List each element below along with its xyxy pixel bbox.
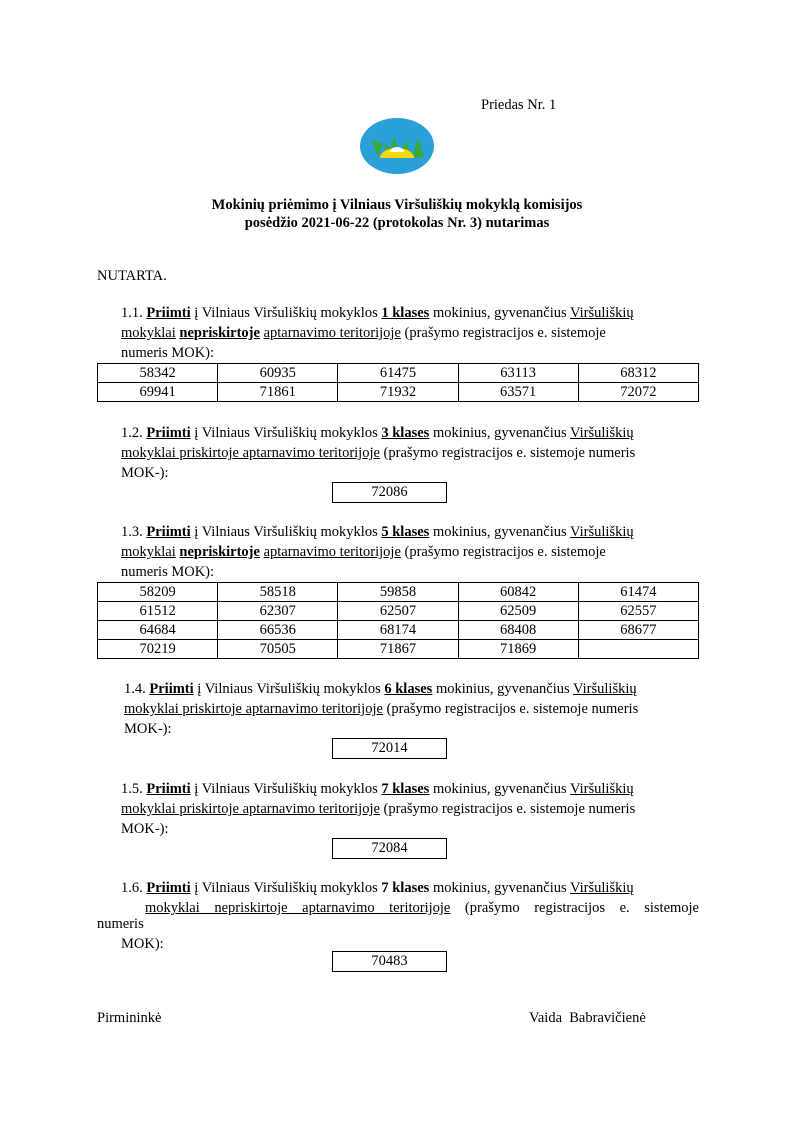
grade-text: 3 klases <box>381 425 430 441</box>
area-text-2: mokyklai nepriskirtoje aptarnavimo teritorijoje <box>145 900 451 916</box>
section-number: 1.6. <box>121 880 143 896</box>
section-1-3 <box>121 522 699 582</box>
table-cell: 62507 <box>338 602 458 621</box>
tail-text: (prašymo registracijos e. sistemoje numeris <box>383 445 636 461</box>
prep-text: į Vilniaus Viršuliškių mokyklos <box>194 880 378 896</box>
table-cell: 58518 <box>218 583 338 602</box>
table-cell: 60842 <box>458 583 578 602</box>
section-1-1 <box>121 303 699 363</box>
section-1-5 <box>121 779 699 839</box>
prep-text: į Vilniaus Viršuliškių mokyklos <box>194 425 378 441</box>
school-logo <box>360 118 434 174</box>
section-1-4 <box>124 679 702 739</box>
area-text-2: mokyklai priskirtoje aptarnavimo teritorijoje <box>121 801 380 817</box>
table-cell: 63571 <box>458 383 578 402</box>
signature-role: Pirmininkė <box>97 1010 162 1026</box>
table-cell: 64684 <box>98 621 218 640</box>
table-cell: 62509 <box>458 602 578 621</box>
table-row <box>98 640 699 659</box>
grade-text: 6 klases <box>384 681 433 697</box>
numbers-table-1-3 <box>97 582 699 659</box>
table-cell: 71932 <box>338 383 458 402</box>
table-cell: 68408 <box>458 621 578 640</box>
admit-word: Priimti <box>146 781 191 797</box>
area-text-2: mokyklai priskirtoje aptarnavimo teritorijoje <box>124 701 383 717</box>
table-cell: 61475 <box>338 364 458 383</box>
section-number: 1.3. <box>121 524 143 540</box>
section-1-2 <box>121 423 699 483</box>
area-text-2: mokyklai priskirtoje aptarnavimo teritorijoje <box>121 445 380 461</box>
tail-text: (prašymo registracijos e. sistemoje <box>404 325 606 341</box>
table-cell: 68312 <box>578 364 698 383</box>
section-1-6-line-4: MOK): <box>121 936 164 952</box>
area-text: Viršuliškių <box>570 425 634 441</box>
section-number: 1.4. <box>124 681 146 697</box>
signature-name: Vaida Babravičienė <box>529 1010 646 1026</box>
section-1-6-line-3: numeris <box>97 916 144 932</box>
section-number: 1.2. <box>121 425 143 441</box>
table-cell: 61512 <box>98 602 218 621</box>
table-cell: 69941 <box>98 383 218 402</box>
number-box-1-2: 72086 <box>332 482 447 503</box>
table-cell: 70505 <box>218 640 338 659</box>
area-text: Viršuliškių <box>570 524 634 540</box>
table-cell: 61474 <box>578 583 698 602</box>
area-text: Viršuliškių <box>573 681 637 697</box>
table-cell: 58209 <box>98 583 218 602</box>
table-row <box>98 383 699 402</box>
table-cell: 63113 <box>458 364 578 383</box>
table-cell: 59858 <box>338 583 458 602</box>
tail-text: (prašymo registracijos e. sistemoje <box>404 544 606 560</box>
numbers-table-1-1 <box>97 363 699 402</box>
number-box-1-4: 72014 <box>332 738 447 759</box>
students-text: mokinius, gyvenančius <box>432 880 567 896</box>
document-title <box>0 196 794 232</box>
number-box-1-5: 72084 <box>332 838 447 859</box>
decided-label: NUTARTA. <box>97 268 167 284</box>
assign-text: nepriskirtoje <box>179 325 260 341</box>
admit-word: Priimti <box>146 305 191 321</box>
table-cell: 68174 <box>338 621 458 640</box>
table-cell: 62307 <box>218 602 338 621</box>
grade-text: 1 klases <box>381 305 430 321</box>
table-row <box>98 364 699 383</box>
prep-text: į Vilniaus Viršuliškių mokyklos <box>194 781 378 797</box>
grade-text: 7 klases <box>381 781 430 797</box>
area-text: Viršuliškių <box>570 880 634 896</box>
section-1-6 <box>121 878 699 898</box>
number-box-1-6: 70483 <box>332 951 447 972</box>
tail-text: (prašymo registracijos e. sistemoje <box>464 900 699 916</box>
tail-text: (prašymo registracijos e. sistemoje numeris <box>383 801 636 817</box>
table-cell <box>578 640 698 659</box>
title-line-2: posėdžio 2021-06-22 (protokolas Nr. 3) nutarimas <box>244 215 550 231</box>
tail-text-2: MOK-): <box>124 721 172 737</box>
annex-label: Priedas Nr. 1 <box>481 97 557 113</box>
tail-text-2: MOK-): <box>121 821 169 837</box>
table-row <box>98 583 699 602</box>
grade-text: 7 klases <box>381 880 430 896</box>
table-cell: 71867 <box>338 640 458 659</box>
tail-text-2: numeris MOK): <box>121 564 215 580</box>
table-cell: 68677 <box>578 621 698 640</box>
students-text: mokinius, gyvenančius <box>432 425 567 441</box>
table-cell: 71869 <box>458 640 578 659</box>
prep-text: į Vilniaus Viršuliškių mokyklos <box>194 305 378 321</box>
table-cell: 62557 <box>578 602 698 621</box>
table-cell: 66536 <box>218 621 338 640</box>
prep-text: į Vilniaus Viršuliškių mokyklos <box>194 524 378 540</box>
section-1-6-line-2 <box>145 898 699 918</box>
table-row <box>98 621 699 640</box>
title-line-1: Mokinių priėmimo į Vilniaus Viršuliškių mokyklą komisijos <box>211 197 583 213</box>
students-text: mokinius, gyvenančius <box>432 524 567 540</box>
admit-word: Priimti <box>146 524 191 540</box>
prep-text: į Vilniaus Viršuliškių mokyklos <box>197 681 381 697</box>
assign-text: nepriskirtoje <box>179 544 260 560</box>
tail-text-2: MOK-): <box>121 465 169 481</box>
area-text: Viršuliškių <box>570 781 634 797</box>
table-cell: 71861 <box>218 383 338 402</box>
admit-word: Priimti <box>146 425 191 441</box>
area-text-2: mokyklai <box>121 544 176 560</box>
students-text: mokinius, gyvenančius <box>432 305 567 321</box>
area-text-2: mokyklai <box>121 325 176 341</box>
tail-text-2: numeris MOK): <box>121 345 215 361</box>
area-text: Viršuliškių <box>570 305 634 321</box>
table-cell: 60935 <box>218 364 338 383</box>
table-row <box>98 602 699 621</box>
admit-word: Priimti <box>149 681 194 697</box>
table-cell: 70219 <box>98 640 218 659</box>
students-text: mokinius, gyvenančius <box>435 681 570 697</box>
table-cell: 58342 <box>98 364 218 383</box>
admit-word: Priimti <box>146 880 191 896</box>
tail-text: (prašymo registracijos e. sistemoje numeris <box>386 701 639 717</box>
students-text: mokinius, gyvenančius <box>432 781 567 797</box>
area-text-3: aptarnavimo teritorijoje <box>263 544 401 560</box>
section-number: 1.1. <box>121 305 143 321</box>
grade-text: 5 klases <box>381 524 430 540</box>
section-number: 1.5. <box>121 781 143 797</box>
table-cell: 72072 <box>578 383 698 402</box>
area-text-3: aptarnavimo teritorijoje <box>263 325 401 341</box>
